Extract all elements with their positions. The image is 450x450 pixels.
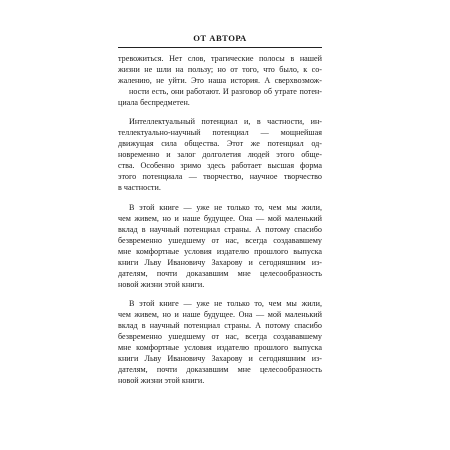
text-line: чем живем, но и наше будущее. Она — мой маленький <box>118 309 322 319</box>
paragraph-4 <box>118 298 322 386</box>
text-line: жалению, не уйти. Это наша история. А сверхвозмож- <box>118 76 322 85</box>
text-line: ства. Особенно зримо здесь работает высшая форма <box>118 161 322 171</box>
running-header-title: ОТ АВТОРА <box>193 33 247 43</box>
text-line: вклад в научный потенциал страны. А потому спасибо <box>118 320 322 330</box>
text-line: новой жизни этой книги. <box>118 375 205 385</box>
text-line: циала беспредметен. <box>118 98 190 107</box>
paragraph-1 <box>118 53 322 108</box>
text-line: движущая сила общества. Этот же потенциал од- <box>118 139 322 149</box>
text-line: этого потенциала — творчество, научное творчество <box>118 172 322 182</box>
text-line: тревожиться. Нет слов, трагические полосы в нашей <box>118 54 322 63</box>
text-line: в частности. <box>118 183 161 193</box>
text-line: мне комфортные условия издателю прошлого выпуска <box>118 342 322 352</box>
text-line: В этой книге — уже не только то, чем мы жили, <box>129 298 322 308</box>
text-line: дателям, почти доказавшим мне целесообразность <box>118 364 322 374</box>
text-line: новой жизни этой книги. <box>118 279 205 289</box>
text-line: дателям, почти доказавшим мне целесообразность <box>118 268 322 278</box>
text-line: вклад в научный потенциал страны. А потому спасибо <box>118 224 322 234</box>
text-line: жизни не шли на пользу; но от того, что было, к со- <box>118 65 322 74</box>
paragraph-3 <box>118 202 322 290</box>
text-line: безвременно ушедшему от нас, всегда создававшему <box>118 235 322 245</box>
text-line: безвременно ушедшему от нас, всегда создававшему <box>118 331 322 341</box>
text-line: мне комфортные условия издателю прошлого выпуска <box>118 246 322 256</box>
text-line: книги Льву Ивановичу Захарову и сегодняшним из- <box>118 353 322 363</box>
text-line: Интеллектуальный потенциал и, в частности, ин- <box>129 117 322 127</box>
running-header <box>118 31 322 48</box>
text-line: чем живем, но и наше будущее. Она — мой маленький <box>118 213 322 223</box>
text-line: новременно и залог долголетия людей этого обще- <box>118 150 322 160</box>
text-line: ности есть, они работают. И разговор об утрате потен- <box>129 87 322 96</box>
text-line: В этой книге — уже не только то, чем мы жили, <box>129 202 322 212</box>
text-line: книги Льву Ивановичу Захарову и сегодняшним из- <box>118 257 322 267</box>
text-line: теллектуально-научный потенциал — мощнейшая <box>118 128 322 138</box>
paragraph-2 <box>118 116 322 193</box>
page-body <box>118 53 322 386</box>
